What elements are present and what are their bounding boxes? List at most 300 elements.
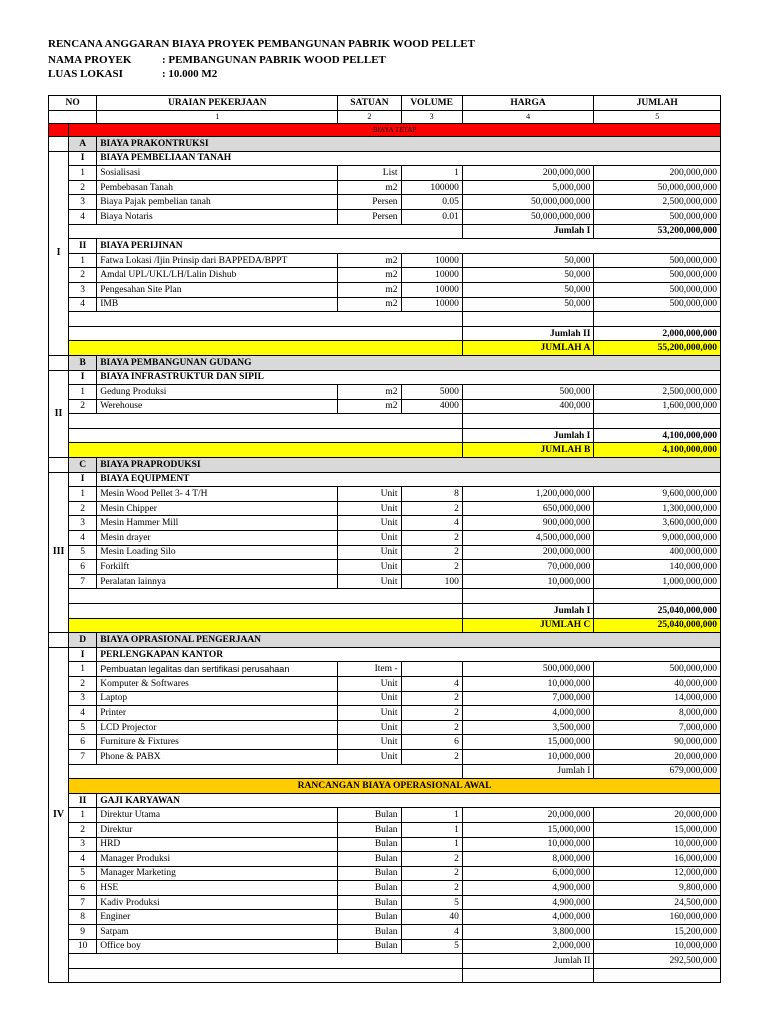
- item-volume: 2: [401, 881, 462, 896]
- col-header-no: NO: [49, 96, 97, 111]
- item-total: 1,600,000,000: [594, 399, 721, 414]
- item-no: 2: [69, 676, 97, 691]
- blank-cell: [69, 954, 463, 969]
- item-volume: 4: [401, 676, 462, 691]
- item-desc: Printer: [97, 706, 338, 721]
- item-price: 400,000: [462, 399, 594, 414]
- item-volume: 0.01: [401, 209, 462, 224]
- item-no: 4: [69, 531, 97, 546]
- item-price: 50,000: [462, 297, 594, 312]
- subsection-no: I: [69, 647, 97, 662]
- subsection-title: BIAYA EQUIPMENT: [97, 472, 721, 487]
- subsection-no: II: [69, 793, 97, 808]
- roman-blank: [49, 458, 69, 473]
- item-unit: Bulan: [338, 837, 401, 852]
- blank-cell: [69, 604, 463, 619]
- item-total: 16,000,000: [594, 852, 721, 867]
- item-price: 4,500,000,000: [462, 531, 594, 546]
- item-unit: Bulan: [338, 852, 401, 867]
- item-desc: Phone & PABX: [97, 749, 338, 764]
- item-unit: Unit: [338, 487, 401, 502]
- blank-cell: [69, 618, 463, 633]
- item-unit: Unit: [338, 706, 401, 721]
- table-row: [49, 735, 721, 750]
- blank-cell: [462, 414, 594, 429]
- item-total: 400,000,000: [594, 545, 721, 560]
- table-row: [49, 749, 721, 764]
- item-volume: [401, 662, 462, 677]
- item-no: 9: [69, 925, 97, 940]
- item-total: 500,000,000: [594, 253, 721, 268]
- item-price: 15,000,000: [462, 822, 594, 837]
- item-no: 4: [69, 706, 97, 721]
- item-desc: Mesin drayer: [97, 531, 338, 546]
- item-unit: Bulan: [338, 808, 401, 823]
- section-letter: C: [69, 458, 97, 473]
- table-row: [49, 399, 721, 414]
- item-price: 70,000,000: [462, 560, 594, 575]
- blank-cell: [462, 968, 594, 983]
- roman-numeral: IV: [49, 647, 69, 983]
- blank-cell: [69, 428, 463, 443]
- item-no: 1: [69, 487, 97, 502]
- section-letter: D: [69, 633, 97, 648]
- subsection-title: BIAYA PEMBELIAAN TANAH: [97, 151, 721, 166]
- item-unit: List: [338, 166, 401, 181]
- item-unit: Unit: [338, 720, 401, 735]
- item-volume: 2: [401, 501, 462, 516]
- item-price: 10,000,000: [462, 837, 594, 852]
- item-volume: 2: [401, 560, 462, 575]
- item-unit: m2: [338, 282, 401, 297]
- item-total: 140,000,000: [594, 560, 721, 575]
- item-no: 4: [69, 852, 97, 867]
- subtotal-label: Jumlah II: [462, 326, 594, 341]
- blank-cell: [594, 312, 721, 327]
- subsection-row: [49, 472, 721, 487]
- subsection-row: [49, 239, 721, 254]
- item-no: 2: [69, 399, 97, 414]
- item-unit: Unit: [338, 735, 401, 750]
- fixed-cost-band: [49, 124, 721, 137]
- item-total: 8,000,000: [594, 706, 721, 721]
- item-total: 12,000,000: [594, 866, 721, 881]
- subtotal-label: Jumlah I: [462, 604, 594, 619]
- table-row: [49, 822, 721, 837]
- item-volume: 1: [401, 166, 462, 181]
- item-volume: 8: [401, 487, 462, 502]
- item-price: 10,000,000: [462, 749, 594, 764]
- col-header-volume: VOLUME: [401, 96, 462, 111]
- item-total: 9,800,000: [594, 881, 721, 896]
- section-title: BIAYA OPRASIONAL PENGERJAAN: [97, 633, 721, 648]
- subtotal-row: [49, 326, 721, 341]
- subtotal-value: 292,500,000: [594, 954, 721, 969]
- item-desc: Fatwa Lokasi /Ijin Prinsip dari BAPPEDA/BPPT: [97, 253, 338, 268]
- item-unit: Unit: [338, 560, 401, 575]
- item-total: 3,600,000,000: [594, 516, 721, 531]
- subsection-row: [49, 370, 721, 385]
- table-row: [49, 574, 721, 589]
- item-no: 3: [69, 195, 97, 210]
- item-desc: Sosialisasi: [97, 166, 338, 181]
- item-desc: HSE: [97, 881, 338, 896]
- item-no: 6: [69, 560, 97, 575]
- budget-table: [48, 95, 721, 983]
- band-blank: [49, 124, 69, 137]
- subtotal-row: [49, 954, 721, 969]
- section-row: [49, 137, 721, 152]
- blank-cell: [69, 968, 463, 983]
- blank-cell: [69, 312, 463, 327]
- item-total: 2,500,000,000: [594, 195, 721, 210]
- table-row: [49, 939, 721, 954]
- item-unit: Unit: [338, 574, 401, 589]
- item-desc: Kadiv Produksi: [97, 895, 338, 910]
- table-row: [49, 282, 721, 297]
- item-unit: Unit: [338, 516, 401, 531]
- item-price: 500,000,000: [462, 662, 594, 677]
- item-total: 10,000,000: [594, 837, 721, 852]
- blank-cell: [69, 414, 463, 429]
- subtotal-value: 4,100,000,000: [594, 428, 721, 443]
- item-price: 15,000,000: [462, 735, 594, 750]
- project-label: NAMA PROYEK: [48, 54, 132, 66]
- item-desc: Gedung Produksi: [97, 385, 338, 400]
- item-price: 3,500,000: [462, 720, 594, 735]
- subsection-title: GAJI KARYAWAN: [97, 793, 721, 808]
- table-row: [49, 516, 721, 531]
- item-price: 5,000,000: [462, 180, 594, 195]
- subtotal-label: Jumlah I: [462, 224, 594, 239]
- table-row: [49, 297, 721, 312]
- table-row: [49, 385, 721, 400]
- item-total: 10,000,000: [594, 939, 721, 954]
- roman-numeral: III: [49, 472, 69, 633]
- item-volume: 4: [401, 516, 462, 531]
- item-desc: Direktur Utama: [97, 808, 338, 823]
- blank-cell: [594, 968, 721, 983]
- subsection-no: I: [69, 370, 97, 385]
- section-title: BIAYA PEMBANGUNAN GUDANG: [97, 355, 721, 370]
- item-desc: HRD: [97, 837, 338, 852]
- item-price: 50,000: [462, 253, 594, 268]
- item-total: 500,000,000: [594, 297, 721, 312]
- subsection-row: [49, 793, 721, 808]
- table-row: [49, 691, 721, 706]
- item-volume: 2: [401, 866, 462, 881]
- item-volume: 10000: [401, 253, 462, 268]
- table-row: [49, 560, 721, 575]
- item-price: 650,000,000: [462, 501, 594, 516]
- col-number-blank: [49, 111, 97, 124]
- item-price: 20,000,000: [462, 808, 594, 823]
- item-volume: 10000: [401, 297, 462, 312]
- item-no: 8: [69, 910, 97, 925]
- blank-cell: [69, 764, 463, 779]
- table-row: [49, 837, 721, 852]
- item-unit: m2: [338, 253, 401, 268]
- subtotal-value: 679,000,000: [594, 764, 721, 779]
- table-row: [49, 253, 721, 268]
- col-number: 3: [401, 111, 462, 124]
- item-unit: Unit: [338, 691, 401, 706]
- section-row: [49, 355, 721, 370]
- subtotal-row: [49, 618, 721, 633]
- section-row: [49, 458, 721, 473]
- item-no: 1: [69, 166, 97, 181]
- table-row: [49, 910, 721, 925]
- col-header-price: HARGA: [462, 96, 594, 111]
- item-total: 9,600,000,000: [594, 487, 721, 502]
- table-row: [49, 720, 721, 735]
- item-desc: Peralatan lainnya: [97, 574, 338, 589]
- item-price: 1,200,000,000: [462, 487, 594, 502]
- item-volume: 100: [401, 574, 462, 589]
- item-volume: 40: [401, 910, 462, 925]
- item-unit: Item -: [338, 662, 401, 677]
- item-volume: 2: [401, 852, 462, 867]
- item-total: 200,000,000: [594, 166, 721, 181]
- item-no: 2: [69, 180, 97, 195]
- col-number: 2: [338, 111, 401, 124]
- item-unit: Bulan: [338, 895, 401, 910]
- item-unit: Bulan: [338, 910, 401, 925]
- table-row: [49, 166, 721, 181]
- item-no: 7: [69, 895, 97, 910]
- column-header-row: [49, 96, 721, 111]
- item-price: 50,000,000,000: [462, 209, 594, 224]
- subtotal-label: Jumlah I: [462, 428, 594, 443]
- item-volume: 1: [401, 822, 462, 837]
- item-desc: Werehouse: [97, 399, 338, 414]
- item-price: 7,000,000: [462, 691, 594, 706]
- item-total: 20,000,000: [594, 749, 721, 764]
- item-no: 7: [69, 574, 97, 589]
- item-desc: Mesin Chipper: [97, 501, 338, 516]
- item-volume: 0.05: [401, 195, 462, 210]
- item-no: 1: [69, 662, 97, 677]
- table-row: [49, 195, 721, 210]
- table-row: [49, 531, 721, 546]
- item-total: 1,000,000,000: [594, 574, 721, 589]
- item-total: 7,000,000: [594, 720, 721, 735]
- item-volume: 2: [401, 749, 462, 764]
- item-desc: Pengesahan Site Plan: [97, 282, 338, 297]
- blank-row: [49, 312, 721, 327]
- blank-cell: [594, 589, 721, 604]
- item-volume: 100000: [401, 180, 462, 195]
- item-desc: Furniture & Fixtures: [97, 735, 338, 750]
- blank-cell: [69, 443, 463, 458]
- item-price: 4,900,000: [462, 881, 594, 896]
- roman-numeral: I: [49, 151, 69, 355]
- item-no: 1: [69, 253, 97, 268]
- item-total: 500,000,000: [594, 282, 721, 297]
- blank-cell: [69, 341, 463, 356]
- section-letter: B: [69, 355, 97, 370]
- item-desc: Mesin Wood Pellet 3- 4 T/H: [97, 487, 338, 502]
- item-total: 15,000,000: [594, 822, 721, 837]
- subsection-row: [49, 647, 721, 662]
- item-no: 10: [69, 939, 97, 954]
- subsection-no: II: [69, 239, 97, 254]
- operational-banner-label: RANCANGAN BIAYA OPERASIONAL AWAL: [69, 779, 721, 794]
- subtotal-label: JUMLAH A: [462, 341, 594, 356]
- item-total: 15,200,000: [594, 925, 721, 940]
- item-volume: 4000: [401, 399, 462, 414]
- subsection-title: BIAYA INFRASTRUKTUR DAN SIPIL: [97, 370, 721, 385]
- item-unit: Unit: [338, 501, 401, 516]
- table-row: [49, 501, 721, 516]
- subtotal-row: [49, 764, 721, 779]
- item-volume: 2: [401, 691, 462, 706]
- item-price: 500,000: [462, 385, 594, 400]
- subtotal-value: 2,000,000,000: [594, 326, 721, 341]
- item-no: 3: [69, 516, 97, 531]
- item-no: 5: [69, 545, 97, 560]
- item-price: 4,000,000: [462, 910, 594, 925]
- subsection-no: I: [69, 472, 97, 487]
- roman-blank: [49, 633, 69, 648]
- item-price: 8,000,000: [462, 852, 594, 867]
- table-row: [49, 676, 721, 691]
- subtotal-row: [49, 341, 721, 356]
- item-no: 2: [69, 501, 97, 516]
- subtotal-row: [49, 443, 721, 458]
- item-total: 24,500,000: [594, 895, 721, 910]
- item-price: 3,800,000: [462, 925, 594, 940]
- col-number: 5: [594, 111, 721, 124]
- operational-banner: [49, 779, 721, 794]
- table-row: [49, 209, 721, 224]
- item-unit: m2: [338, 399, 401, 414]
- project-value: : PEMBANGUNAN PABRIK WOOD PELLET: [162, 54, 386, 66]
- item-desc: Amdal UPL/UKL/LH/Lalin Dishub: [97, 268, 338, 283]
- table-row: [49, 180, 721, 195]
- table-row: [49, 881, 721, 896]
- item-volume: 1: [401, 808, 462, 823]
- item-unit: Unit: [338, 749, 401, 764]
- blank-row: [49, 589, 721, 604]
- item-no: 1: [69, 808, 97, 823]
- item-volume: 10000: [401, 282, 462, 297]
- item-desc: LCD Projector: [97, 720, 338, 735]
- table-row: [49, 487, 721, 502]
- item-desc: Mesin Loading Silo: [97, 545, 338, 560]
- section-title: BIAYA PRAPRODUKSI: [97, 458, 721, 473]
- item-desc: IMB: [97, 297, 338, 312]
- subtotal-label: JUMLAH C: [462, 618, 594, 633]
- item-volume: 4: [401, 925, 462, 940]
- subtotal-label: Jumlah I: [462, 764, 594, 779]
- item-desc: Pembebasan Tanah: [97, 180, 338, 195]
- item-volume: 2: [401, 531, 462, 546]
- table-row: [49, 866, 721, 881]
- item-total: 20,000,000: [594, 808, 721, 823]
- blank-cell: [462, 589, 594, 604]
- item-unit: m2: [338, 268, 401, 283]
- item-unit: Persen: [338, 195, 401, 210]
- item-desc: Pembuatan legalitas dan sertifikasi perusahaan: [97, 662, 338, 677]
- item-total: 1,300,000,000: [594, 501, 721, 516]
- item-unit: Bulan: [338, 866, 401, 881]
- item-volume: 2: [401, 706, 462, 721]
- item-price: 6,000,000: [462, 866, 594, 881]
- item-price: 2,000,000: [462, 939, 594, 954]
- table-row: [49, 662, 721, 677]
- item-total: 160,000,000: [594, 910, 721, 925]
- subtotal-label: JUMLAH B: [462, 443, 594, 458]
- blank-cell: [69, 326, 463, 341]
- item-volume: 5: [401, 895, 462, 910]
- item-total: 14,000,000: [594, 691, 721, 706]
- item-price: 4,900,000: [462, 895, 594, 910]
- item-desc: Biaya Notaris: [97, 209, 338, 224]
- area-value: : 10.000 M2: [162, 68, 218, 80]
- item-total: 9,000,000,000: [594, 531, 721, 546]
- subsection-row: [49, 151, 721, 166]
- subtotal-label: Jumlah II: [462, 954, 594, 969]
- table-row: [49, 706, 721, 721]
- item-unit: m2: [338, 385, 401, 400]
- table-row: [49, 545, 721, 560]
- item-price: 50,000,000,000: [462, 195, 594, 210]
- item-total: 500,000,000: [594, 268, 721, 283]
- item-price: 4,000,000: [462, 706, 594, 721]
- item-price: 900,000,000: [462, 516, 594, 531]
- area-label: LUAS LOKASI: [48, 68, 123, 80]
- col-header-desc: URAIAN PEKERJAAN: [97, 96, 338, 111]
- item-price: 50,000: [462, 282, 594, 297]
- item-no: 7: [69, 749, 97, 764]
- subtotal-value: 55,200,000,000: [594, 341, 721, 356]
- subtotal-row: [49, 428, 721, 443]
- item-unit: m2: [338, 180, 401, 195]
- roman-blank: [49, 137, 69, 152]
- blank-cell: [69, 224, 463, 239]
- item-unit: Bulan: [338, 881, 401, 896]
- item-volume: 1: [401, 837, 462, 852]
- blank-cell: [69, 589, 463, 604]
- blank-cell: [462, 312, 594, 327]
- item-total: 50,000,000,000: [594, 180, 721, 195]
- section-row: [49, 633, 721, 648]
- blank-row: [49, 414, 721, 429]
- item-desc: Satpam: [97, 925, 338, 940]
- item-unit: Unit: [338, 545, 401, 560]
- item-no: 6: [69, 735, 97, 750]
- band-label: BIAYA TETAP: [69, 124, 721, 137]
- item-price: 50,000: [462, 268, 594, 283]
- item-volume: 2: [401, 545, 462, 560]
- item-total: 90,000,000: [594, 735, 721, 750]
- item-volume: 2: [401, 720, 462, 735]
- item-volume: 10000: [401, 268, 462, 283]
- section-letter: A: [69, 137, 97, 152]
- item-total: 500,000,000: [594, 209, 721, 224]
- item-desc: Manager Produksi: [97, 852, 338, 867]
- subtotal-value: 53,200,000,000: [594, 224, 721, 239]
- item-desc: Direktur: [97, 822, 338, 837]
- item-total: 40,000,000: [594, 676, 721, 691]
- item-no: 5: [69, 866, 97, 881]
- item-no: 1: [69, 385, 97, 400]
- item-unit: Bulan: [338, 939, 401, 954]
- item-unit: Bulan: [338, 925, 401, 940]
- item-desc: Mesin Hammer Mill: [97, 516, 338, 531]
- item-price: 200,000,000: [462, 545, 594, 560]
